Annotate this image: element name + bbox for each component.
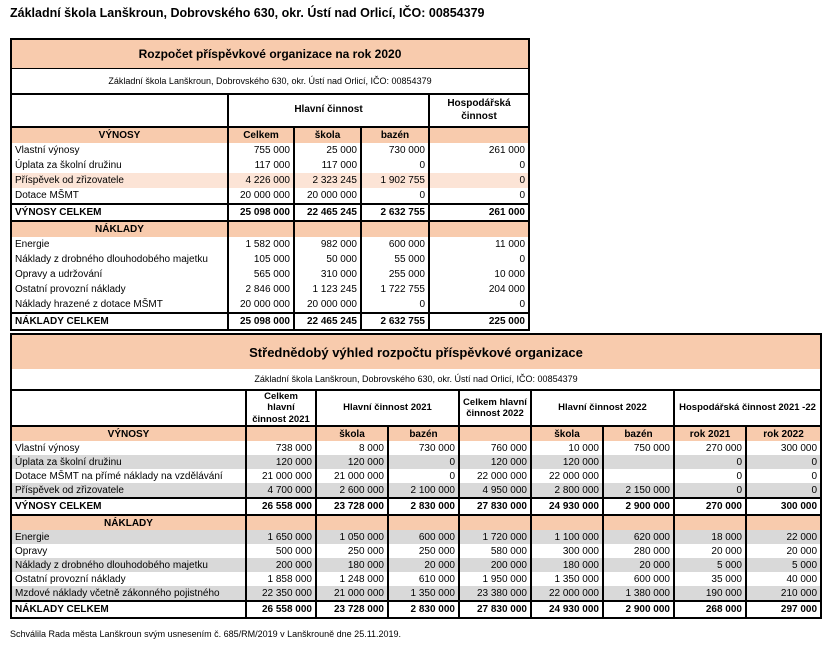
cell-value: 0 [674,455,746,469]
cell-value: 300 000 [746,498,821,515]
empty-cell [459,515,531,530]
section-label: VÝNOSY [11,426,246,441]
row-label: Vlastní výnosy [15,442,80,454]
table-title-row [11,334,821,369]
table-row [11,483,821,498]
table2-title: Střednědobý výhled rozpočtu příspěvkové organizace [11,334,821,369]
cell-value: 297 000 [746,601,821,618]
col-header: škola [294,127,361,143]
col-header: rok 2021 [674,426,746,441]
empty-cell [674,515,746,530]
total-label: NÁKLADY CELKEM [11,601,246,618]
cell-value: 2 100 000 [388,483,459,498]
row-label: Ostatní provozní náklady [15,573,126,585]
cell-value: 2 900 000 [603,498,674,515]
cell-value: 261 000 [429,204,529,221]
cell-value: 1 720 000 [459,530,531,544]
cell-value: 210 000 [746,586,821,601]
cell-value: 120 000 [246,455,316,469]
empty-cell [746,515,821,530]
cell-value: 750 000 [603,441,674,455]
cell-value: 600 000 [603,572,674,586]
cell-value: 11 000 [429,237,529,252]
cell-value: 204 000 [429,282,529,297]
cell-value: 2 632 755 [361,204,429,221]
page-title: Základní škola Lanškroun, Dobrovského 630, okr. Ústí nad Orlicí, IČO: 00854379 [10,6,485,20]
col-header: bazén [388,426,459,441]
group-celkem-2021: Celkem hlavní činnost 2021 [246,390,316,426]
cell-value: 738 000 [246,441,316,455]
row-label: Opravy a udržování [15,269,103,280]
empty-cell [531,515,603,530]
cell-value: 0 [429,173,529,188]
cell-value: 261 000 [429,143,529,158]
col-header [246,426,316,441]
row-label: Opravy [15,545,48,557]
cell-value: 1 100 000 [531,530,603,544]
cell-value: 22 465 245 [294,204,361,221]
empty-cell [294,221,361,237]
cell-value: 280 000 [603,544,674,558]
cell-value: 0 [746,483,821,498]
cell-value: 22 000 000 [531,469,603,483]
cell-value [603,469,674,483]
cell-value: 27 830 000 [459,601,531,618]
cell-value: 190 000 [674,586,746,601]
col-header: Celkem [228,127,294,143]
table-row [11,441,821,455]
cell-value: 4 950 000 [459,483,531,498]
empty-cell [316,515,388,530]
empty-cell [361,221,429,237]
cell-value: 50 000 [294,252,361,267]
total-label: VÝNOSY CELKEM [11,498,246,515]
vynosy-header-row [11,127,529,143]
cell-value: 10 000 [531,441,603,455]
cell-value: 0 [674,483,746,498]
corner-cell [11,390,246,426]
table-row [11,455,821,469]
row-label: Ostatní provozní náklady [15,284,126,295]
cell-value: 2 830 000 [388,498,459,515]
cell-value: 0 [746,469,821,483]
cell-value: 225 000 [429,313,529,330]
cell-value: 255 000 [361,267,429,282]
cell-value: 117 000 [228,158,294,173]
empty-cell [603,515,674,530]
cell-value: 4 226 000 [228,173,294,188]
cell-value: 2 632 755 [361,313,429,330]
cell-value: 26 558 000 [246,498,316,515]
row-label: Příspěvek od zřizovatele [11,173,228,188]
vynosy-total-row [11,498,821,515]
row-label: Dotace MŠMT na přímé náklady na vzdělávání [15,470,223,482]
naklady-header-row [11,515,821,530]
cell-value: 21 000 000 [246,469,316,483]
cell-value: 8 000 [316,441,388,455]
cell-value: 21 000 000 [316,586,388,601]
cell-value: 2 150 000 [603,483,674,498]
cell-value: 0 [361,188,429,204]
table-row [11,282,529,297]
cell-value: 250 000 [388,544,459,558]
cell-value: 500 000 [246,544,316,558]
row-label: Náklady z drobného dlouhodobého majetku [15,254,208,265]
cell-value: 1 248 000 [316,572,388,586]
cell-value: 20 000 [746,544,821,558]
cell-value: 1 380 000 [603,586,674,601]
cell-value: 250 000 [316,544,388,558]
cell-value: 4 700 000 [246,483,316,498]
cell-value: 1 123 245 [294,282,361,297]
table-row [11,544,821,558]
column-group-header-row [11,94,529,127]
cell-value: 0 [429,158,529,173]
col-header [429,127,529,143]
cell-value: 0 [429,188,529,204]
naklady-total-row [11,313,529,330]
budget-2020-table [10,38,530,331]
cell-value: 105 000 [228,252,294,267]
cell-value: 117 000 [294,158,361,173]
table-subtitle-row [11,69,529,95]
row-label: Energie [15,239,50,250]
cell-value: 1 950 000 [459,572,531,586]
cell-value: 35 000 [674,572,746,586]
table-row [11,158,529,173]
cell-value: 0 [674,469,746,483]
cell-value: 2 846 000 [228,282,294,297]
cell-value: 40 000 [746,572,821,586]
cell-value: 22 465 245 [294,313,361,330]
cell-value: 22 000 000 [459,469,531,483]
cell-value: 25 000 [294,143,361,158]
row-label: Příspěvek od zřizovatele [11,483,246,498]
row-label: Úplata za školní družinu [11,455,246,469]
table-title-row [11,39,529,69]
cell-value: 20 000 [674,544,746,558]
cell-value: 120 000 [316,455,388,469]
group-celkem-2022: Celkem hlavní činnost 2022 [459,390,531,426]
table1-subtitle: Základní škola Lanškroun, Dobrovského 630, okr. Ústí nad Orlicí, IČO: 00854379 [11,69,529,95]
row-label: Náklady z drobného dlouhodobého majetku [11,558,246,572]
medium-term-outlook-table [10,333,822,619]
section-label: NÁKLADY [11,221,228,237]
table-row [11,188,529,204]
row-label: Vlastní výnosy [15,145,80,156]
cell-value: 268 000 [674,601,746,618]
cell-value: 5 000 [746,558,821,572]
col-header: škola [316,426,388,441]
table1-title: Rozpočet příspěvkové organizace na rok 2020 [11,39,529,69]
cell-value: 2 900 000 [603,601,674,618]
cell-value: 20 000 [388,558,459,572]
vynosy-header-row [11,426,821,441]
cell-value: 1 902 755 [361,173,429,188]
corner-cell [11,94,228,127]
cell-value: 27 830 000 [459,498,531,515]
cell-value: 2 600 000 [316,483,388,498]
cell-value: 0 [388,455,459,469]
row-label: Úplata za školní družinu [15,160,122,171]
group-hlavni-2022: Hlavní činnost 2022 [531,390,674,426]
cell-value: 25 098 000 [228,204,294,221]
cell-value: 22 350 000 [246,586,316,601]
column-group-header-row [11,390,821,426]
table-row [11,173,529,188]
cell-value: 0 [388,469,459,483]
cell-value: 0 [746,455,821,469]
cell-value: 565 000 [228,267,294,282]
cell-value: 21 000 000 [316,469,388,483]
row-label: Energie [11,530,246,544]
table2-subtitle: Základní škola Lanškroun, Dobrovského 630, okr. Ústí nad Orlicí, IČO: 00854379 [11,369,821,390]
table-row [11,143,529,158]
cell-value: 1 858 000 [246,572,316,586]
table-row [11,267,529,282]
table-row [11,530,821,544]
cell-value: 310 000 [294,267,361,282]
cell-value: 600 000 [388,530,459,544]
cell-value: 22 000 [746,530,821,544]
table-subtitle-row [11,369,821,390]
cell-value: 760 000 [459,441,531,455]
cell-value: 0 [429,252,529,267]
cell-value: 0 [361,158,429,173]
cell-value: 20 000 [603,558,674,572]
cell-value: 20 000 000 [228,188,294,204]
cell-value: 1 582 000 [228,237,294,252]
cell-value: 1 050 000 [316,530,388,544]
cell-value: 120 000 [531,455,603,469]
group-main-activity: Hlavní činnost [228,94,429,127]
cell-value: 2 800 000 [531,483,603,498]
cell-value: 20 000 000 [228,297,294,313]
cell-value: 200 000 [459,558,531,572]
total-label: NÁKLADY CELKEM [11,313,228,330]
cell-value: 2 323 245 [294,173,361,188]
vynosy-total-row [11,204,529,221]
col-header: bazén [603,426,674,441]
cell-value: 982 000 [294,237,361,252]
approval-note: Schválila Rada města Lanškroun svým usnesením č. 685/RM/2019 v Lanškrouně dne 25.11.2019. [10,629,402,639]
cell-value: 180 000 [531,558,603,572]
section-label: VÝNOSY [11,127,228,143]
cell-value: 730 000 [388,441,459,455]
cell-value: 5 000 [674,558,746,572]
cell-value: 120 000 [459,455,531,469]
cell-value: 24 930 000 [531,601,603,618]
cell-value: 300 000 [531,544,603,558]
cell-value: 600 000 [361,237,429,252]
cell-value: 2 830 000 [388,601,459,618]
col-header: rok 2022 [746,426,821,441]
cell-value: 23 728 000 [316,601,388,618]
cell-value: 23 380 000 [459,586,531,601]
cell-value: 270 000 [674,498,746,515]
col-header [459,426,531,441]
group-side-activity: Hospodářská činnost [429,94,529,127]
empty-cell [246,515,316,530]
cell-value: 620 000 [603,530,674,544]
table-row [11,586,821,601]
empty-cell [228,221,294,237]
cell-value: 24 930 000 [531,498,603,515]
table-row [11,572,821,586]
total-label: VÝNOSY CELKEM [11,204,228,221]
table-row [11,237,529,252]
cell-value [603,455,674,469]
cell-value: 730 000 [361,143,429,158]
section-label: NÁKLADY [11,515,246,530]
cell-value: 1 650 000 [246,530,316,544]
cell-value: 180 000 [316,558,388,572]
empty-cell [429,221,529,237]
cell-value: 580 000 [459,544,531,558]
cell-value: 18 000 [674,530,746,544]
group-hlavni-2021: Hlavní činnost 2021 [316,390,459,426]
cell-value: 0 [361,297,429,313]
group-hospodarska: Hospodářská činnost 2021 -22 [674,390,821,426]
cell-value: 200 000 [246,558,316,572]
cell-value: 1 350 000 [531,572,603,586]
table-row [11,252,529,267]
cell-value: 755 000 [228,143,294,158]
cell-value: 25 098 000 [228,313,294,330]
naklady-header-row [11,221,529,237]
cell-value: 20 000 000 [294,297,361,313]
cell-value: 0 [429,297,529,313]
row-label: Mzdové náklady včetně zákonného pojistného [11,586,246,601]
cell-value: 23 728 000 [316,498,388,515]
row-label: Náklady hrazené z dotace MŠMT [15,299,163,310]
table-row [11,558,821,572]
row-label: Dotace MŠMT [15,190,79,201]
col-header: škola [531,426,603,441]
cell-value: 26 558 000 [246,601,316,618]
cell-value: 22 000 000 [531,586,603,601]
cell-value: 1 722 755 [361,282,429,297]
table-row [11,469,821,483]
cell-value: 300 000 [746,441,821,455]
cell-value: 270 000 [674,441,746,455]
empty-cell [388,515,459,530]
cell-value: 20 000 000 [294,188,361,204]
cell-value: 1 350 000 [388,586,459,601]
cell-value: 55 000 [361,252,429,267]
cell-value: 610 000 [388,572,459,586]
table-row [11,297,529,313]
col-header: bazén [361,127,429,143]
naklady-total-row [11,601,821,618]
cell-value: 10 000 [429,267,529,282]
